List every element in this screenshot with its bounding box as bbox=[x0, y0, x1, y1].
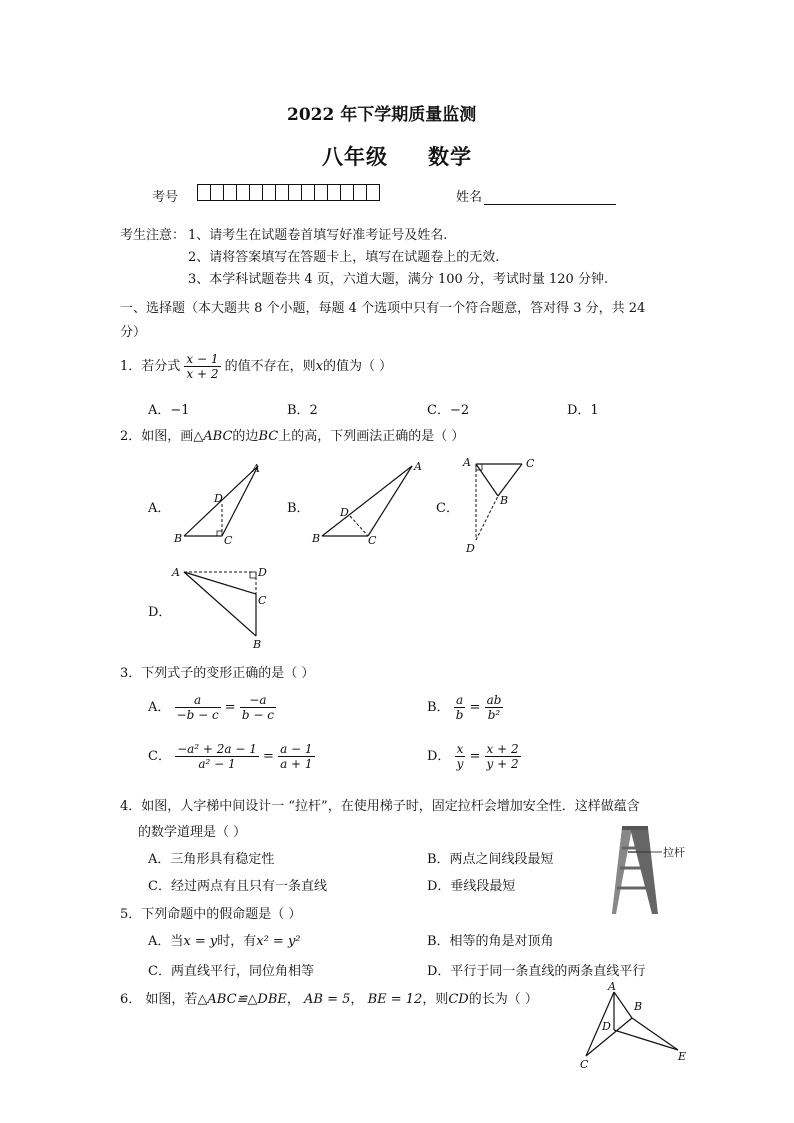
question-5: 5．下列命题中的假命题是（ ） bbox=[120, 907, 302, 922]
q2-figure-a bbox=[170, 458, 270, 548]
svg-text:C: C bbox=[224, 534, 233, 547]
q4-option-b[interactable]: B．两点之间线段最短 bbox=[427, 852, 554, 867]
q6-figure bbox=[572, 980, 697, 1072]
notice-item-1: 1、请考生在试题卷首填写好准考证号及姓名. bbox=[188, 228, 448, 243]
q4-option-d[interactable]: D．垂线段最短 bbox=[427, 879, 516, 894]
question-3: 3．下列式子的变形正确的是（ ） bbox=[120, 666, 315, 681]
exam-number-boxes[interactable] bbox=[197, 184, 380, 204]
svg-text:D: D bbox=[602, 1020, 611, 1033]
question-4: 4．如图，人字梯中间设计一 “拉杆”，在使用梯子时，固定拉杆会增加安全性．这样做蕴含 bbox=[120, 799, 640, 814]
q1-option-a[interactable]: A．−1 bbox=[148, 403, 190, 418]
q5-option-c[interactable]: C．两直线平行，同位角相等 bbox=[148, 964, 314, 979]
q3-option-d[interactable]: D． $\frac{x}{y}$ = $\frac{x + 2}{y + 2}$ bbox=[427, 742, 519, 771]
ladder-figure bbox=[600, 824, 710, 918]
svg-text:B: B bbox=[634, 1000, 643, 1013]
svg-text:D: D bbox=[340, 506, 349, 519]
svg-text:C: C bbox=[368, 534, 377, 547]
q2-option-d-label[interactable]: D． bbox=[148, 605, 172, 620]
q2-figure-c bbox=[458, 452, 548, 557]
svg-text:B: B bbox=[174, 532, 183, 545]
q2-option-b-label[interactable]: B． bbox=[287, 501, 310, 516]
svg-text:D: D bbox=[258, 566, 267, 579]
svg-text:A: A bbox=[463, 456, 471, 469]
svg-text:C: C bbox=[580, 1058, 589, 1071]
notice-label: 考生注意： bbox=[120, 228, 186, 243]
q1-option-b[interactable]: B．2 bbox=[287, 403, 318, 418]
q3-option-b[interactable]: B． $\frac{a}{b}$ = $\frac{ab}{\text{b²}}$ bbox=[427, 693, 502, 722]
svg-text:拉杆: 拉杆 bbox=[663, 846, 685, 859]
q2-figure-d bbox=[170, 562, 280, 652]
svg-text:A: A bbox=[172, 566, 180, 579]
notice-item-2: 2、请将答案填写在答题卡上，填写在试题卷上的无效. bbox=[188, 250, 500, 265]
notice-item-3: 3、本学科试题卷共 4 页，六道大题，满分 100 分，考试时量 120 分钟. bbox=[188, 272, 609, 287]
q2-option-c-label[interactable]: C． bbox=[436, 501, 459, 516]
svg-text:B: B bbox=[500, 494, 509, 507]
q2-option-a-label[interactable]: A． bbox=[148, 501, 171, 516]
svg-text:D: D bbox=[214, 492, 223, 505]
q3-option-a[interactable]: A． $\frac{a}{-b - c}$ = $\frac{-a}{b - c}$ bbox=[148, 693, 274, 722]
question-1: 1．若分式 $\frac{x - 1}{x + 2}$ 的值不存在，则x的值为（ ） bbox=[120, 352, 393, 381]
exam-number-label: 考号 bbox=[152, 190, 179, 205]
q5-option-a[interactable]: A．当x = y时，有x² = y² bbox=[148, 934, 301, 949]
q1-option-d[interactable]: D．1 bbox=[567, 403, 599, 418]
section-heading: 一、选择题（本大题共 8 个小题，每题 4 个选项中只有一个符合题意，答对得 3 分，共 24 bbox=[120, 301, 646, 316]
question-6: 6． 如图，若△ABC≌△DBE， AB = 5， BE = 12，则CD的长为（ ） bbox=[120, 992, 538, 1007]
svg-text:C: C bbox=[258, 594, 267, 607]
svg-text:E: E bbox=[678, 1050, 687, 1063]
q4-option-a[interactable]: A．三角形具有稳定性 bbox=[148, 852, 275, 867]
svg-text:A: A bbox=[414, 460, 422, 473]
q5-option-b[interactable]: B．相等的角是对顶角 bbox=[427, 934, 554, 949]
q2-figure-b bbox=[310, 458, 430, 548]
section-heading-cont: 分） bbox=[120, 325, 147, 340]
name-label: 姓名 bbox=[456, 190, 483, 205]
svg-text:B: B bbox=[253, 638, 262, 651]
question-4-cont: 的数学道理是（ ） bbox=[138, 825, 247, 840]
exam-title: 2022 年下学期质量监测 bbox=[287, 105, 477, 125]
svg-text:D: D bbox=[466, 542, 475, 555]
svg-text:A: A bbox=[252, 462, 260, 475]
q4-option-c[interactable]: C．经过两点有且只有一条直线 bbox=[148, 879, 327, 894]
svg-text:A: A bbox=[608, 980, 616, 993]
name-field[interactable] bbox=[484, 186, 616, 205]
q3-option-c[interactable]: C． $\frac{\text{−a² + 2a − 1}}{\text{a² − 1}}$ = $\frac{a - 1}{a + 1}$ bbox=[148, 742, 313, 771]
q5-option-d[interactable]: D．平行于同一条直线的两条直线平行 bbox=[427, 964, 646, 979]
question-2: 2．如图，画△ABC的边BC上的高，下列画法正确的是（ ） bbox=[120, 429, 465, 444]
svg-text:C: C bbox=[526, 457, 535, 470]
svg-text:B: B bbox=[312, 532, 321, 545]
subject-label: 数学 bbox=[428, 144, 472, 169]
q1-option-c[interactable]: C．−2 bbox=[427, 403, 470, 418]
grade-label: 八年级 bbox=[322, 144, 388, 169]
